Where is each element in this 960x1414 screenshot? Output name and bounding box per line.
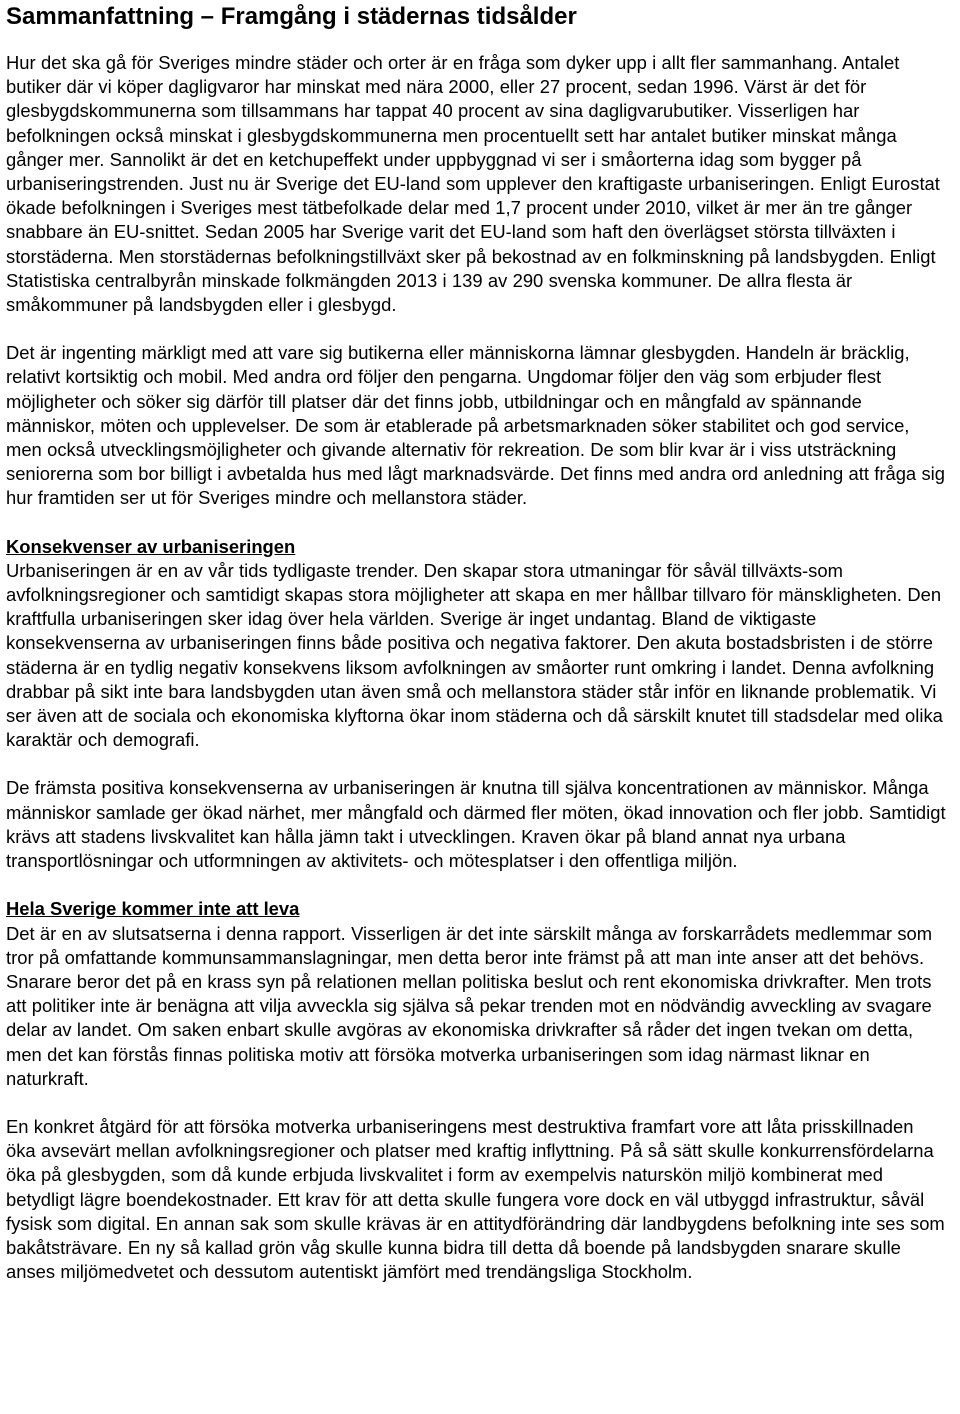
spacer <box>6 317 948 341</box>
paragraph-consequences-1: Urbaniseringen är en av vår tids tydligaste trender. Den skapar stora utmaningar för såväl tillväxts-som avfolkningsregioner och samtidigt skapas stora möjligheter att skapa en mer hållbar tillvaro för mänskligheten. Den kraftfulla urbaniseringen sker idag över hela världen. Sverige är inget undantag. Bland de viktigaste konsekvenserna av urbaniseringen finns både positiva och negativa faktorer. Den akuta bostadsbristen i de större städerna är en tydlig negativ konsekvens liksom avfolkningen av småorter runt omkring i landet. Denna avfolkning drabbar på sikt inte bara landsbygden utan även små och mellanstora städer står inför en liknande problematik. Vi ser även att de sociala och ekonomiska klyftorna ökar inom städerna och då särskilt knutet till stadsdelar med olika karaktär och demografi. <box>6 559 943 751</box>
spacer <box>6 873 948 897</box>
paragraph-whole-sweden-2: En konkret åtgärd för att försöka motverka urbaniseringens mest destruktiva framfart vore att låta prisskillnaden öka avsevärt mellan avfolkningsregioner och platser med kraftig inflyttning. På så sätt skulle konkurrensfördelarna öka på glesbygden, som då kunde erbjuda livskvalitet i form av exempelvis naturskön miljö kombinerat med betydligt lägre boendekostnader. Ett krav för att detta skulle fungera vore dock en väl utbyggd infrastruktur, såväl fysisk som digital. En annan sak som skulle krävas är en attitydförändring där landbygdens befolkning inte ses som bakåtsträvare. En ny så kallad grön våg skulle kunna bidra till detta då boende på landsbygden snarare skulle anses miljömedvetet och dessutom autentiskt jämfört med trendängsliga Stockholm. <box>6 1115 945 1283</box>
paragraph-intro-2: Det är ingenting märkligt med att vare sig butikerna eller människorna lämnar glesbygden. Handeln är bräcklig, relativt kortsiktig och mobil. Med andra ord följer den pengarna. Ungdomar följer den väg som erbjuder flest möjligheter och söker sig därför till platser där det finns jobb, utbildningar och en mångfald av spännande människor, möten och upplevelser. De som är etablerade på arbetsmarknaden söker stabilitet och god service, men också utvecklingsmöjligheter och givande alternativ för rekreation. De som blir kvar är i viss utsträckning seniorerna som bor billigt i avbetalda hus med lågt marknadsvärde. Det finns med andra ord anledning att fråga sig hur framtiden ser ut för Sveriges mindre och mellanstora städer. <box>6 342 945 509</box>
spacer <box>6 752 948 776</box>
spacer <box>6 1091 948 1115</box>
paragraph-consequences-2: De främsta positiva konsekvenserna av urbaniseringen är knutna till själva koncentrationen av människor. Många människor samlade ger ökad närhet, mer mångfald och därmed fler möten, ökad innovation och fler jobb. Samtidigt krävs att stadens livskvalitet kan hålla jämn takt i utvecklingen. Kraven ökar på bland annat nya urbana transportlösningar och utformningen av aktivitets- och mötesplatser i den offentliga miljön. <box>6 777 946 872</box>
document-title: Sammanfattning – Framgång i städernas tidsålder <box>6 3 577 30</box>
spacer <box>6 511 948 535</box>
spacer <box>6 32 948 51</box>
section-heading-consequences: Konsekvenser av urbaniseringen <box>6 535 296 557</box>
section-heading-whole-sweden: Hela Sverige kommer inte att leva <box>6 898 300 920</box>
paragraph-whole-sweden-1: Det är en av slutsatserna i denna rapport. Visserligen är det inte särskilt många av forskarrådets medlemmar som tror på omfattande kommunsammanslagningar, men detta beror inte främst på att man inte anser att det behövs. Snarare beror det på en krass syn på relationen mellan politiska beslut och rent ekonomiska drivkrafter. Men trots att politiker inte är benägna att vilja avveckla sig själva så pekar trenden mot en nödvändig avveckling av svagare delar av landet. Om saken enbart skulle avgöras av ekonomiska drivkrafter så råder det ingen tvekan om detta, men det kan förstås finnas politiska motiv att försöka motverka urbaniseringen som idag närmast liknar en naturkraft. <box>6 922 933 1089</box>
paragraph-intro-1: Hur det ska gå för Sveriges mindre städer och orter är en fråga som dyker upp i allt fler sammanhang. Antalet butiker där vi köper dagligvaror har minskat med nära 2000, eller 27 procent, sedan 1996. Värst är det för glesbygdskommunerna som tillsammans har tappat 40 procent av sina dagligvarubutiker. Visserligen har befolkningen också minskat i glesbygdskommunerna men procentuellt sett har antalet butiker minskat många gånger mer. Sannolikt är det en ketchupeffekt under uppbyggnad vi ser i småorterna idag som bygger på urbaniseringstrenden. Just nu är Sverige det EU-land som upplever den kraftigaste urbaniseringen. Enligt Eurostat ökade befolkningen i Sveriges mest tätbefolkade delar med 1,7 procent under 2010, vilket är mer än tre gånger snabbare än EU-snittet. Sedan 2005 har Sverige varit det EU-land som haft den överlägset största tillväxten i storstäderna. Men storstädernas befolkningstillväxt sker på bekostnad av en folkminskning på landsbygden. Enligt Statistiska centralbyrån minskade folkmängden 2013 i 139 av 290 svenska kommuner. De allra flesta är småkommuner på landsbygden eller i glesbygd. <box>6 52 940 316</box>
